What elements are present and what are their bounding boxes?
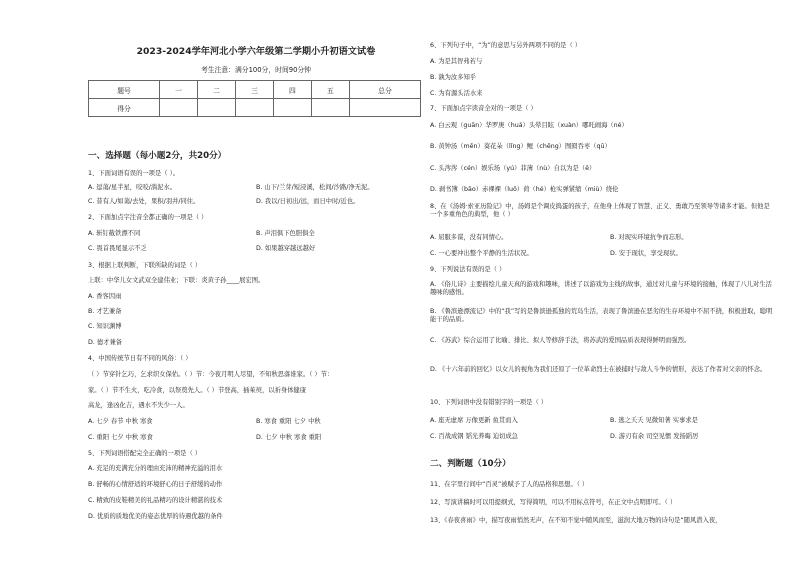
score-input-cell[interactable] — [273, 99, 311, 117]
option-c: C. 为有源头活水来 — [430, 90, 483, 97]
question-line: 9、下列说法有误的是（ ） — [430, 266, 506, 273]
option-a: A. 斩钉截铁漂不同 — [88, 230, 141, 237]
option-a: A. 七夕 春节 中秋 寒食 — [88, 418, 153, 425]
question-line: 1、下面词语有误的一项是（ ）。 — [88, 170, 180, 177]
score-table — [88, 80, 421, 117]
option-c: C. 畏首畏尾显示不乏 — [88, 245, 147, 252]
table-row — [89, 81, 421, 99]
exam-title: 2023-2024学年河北小学六年级第二学期小升初语文试卷 — [136, 46, 376, 57]
option-c: C. 《苏武》综合运用了比喻、排比、拟人等修辞手法，将苏武的爱国品质表现得鲜明而强烈。 — [430, 337, 691, 344]
option-d: D. 七夕 中秋 寒食 重阳 — [256, 434, 322, 441]
table-cell: 题号 — [89, 81, 160, 99]
table-cell: 得分 — [89, 99, 160, 117]
question-line: 10、下列词语中没有错别字的一项是（ ） — [430, 399, 548, 406]
option-b: B. 逃之夭夭 见微知著 实事求是 — [610, 417, 698, 424]
option-d: D. 优质的质地优美的姿态优厚的待遇优越的条件 — [88, 513, 223, 520]
option-c: C. 头涔涔（cén）娱乐场（yú）菲薄（nù）自以为是（ē） — [430, 165, 596, 172]
option-c: C. 百战成钢 韬光养晦 迫切成急 — [430, 433, 518, 440]
question-line: 上联：中华儿女文武双全建伟业；下联：炎黄子孙____展宏图。 — [88, 277, 265, 284]
option-c: C. 精致的皮鞋精美的礼品精巧的设计精湛的技术 — [88, 497, 223, 504]
question-line: 8、在《汤姆·索亚历险记》中，汤姆是个调皮捣蛋的孩子，在他身上体现了智慧、正义、勇敢乃至领导等诸多才能。但他是一个多重角色的典型，他（ ） — [430, 203, 770, 218]
option-d: D. 游刃有余 司空见惯 发扬蹈厉 — [610, 433, 699, 440]
option-b: B. 对现实环境抗争而忘形。 — [610, 234, 688, 241]
option-b: B. 《鲁滨逊漂流记》中的“我”写的是鲁滨逊孤独的荒岛生活，表现了鲁滨逊在恶劣的生存环境中不屈不挠，积极进取，聪明能干的品质。 — [430, 308, 773, 323]
question-line: （ ）节穿针乞巧，乞求织女保佑。（ ）节：今夜月明人尽望，不知秋思落谁家。（ ）节： — [88, 371, 334, 378]
option-d: D. 德才兼备 — [88, 339, 123, 346]
option-b: B. 山下/兰芽/短浸溪，松间/沙路/净无泥。 — [256, 184, 374, 191]
option-a: A. 白云观（guān）华罗庚（huá）头晕目眩（xuàn）哪吒闹海（né） — [430, 122, 628, 129]
option-b: B. 声泪俱下色胆俱全 — [256, 230, 315, 237]
option-d: D. 《十六年前的回忆》以女儿的视角为我们还原了一位革命烈士在被捕时与敌人斗争的情形，表达了作者对父亲的怀念。 — [430, 366, 767, 373]
table-row — [89, 99, 421, 117]
score-input-cell[interactable] — [236, 99, 274, 117]
option-d: D. 剥书簿（bāo）赤裸裸（luǒ）荷（hé）枪实弹紧缩（miù）绕伦 — [430, 186, 619, 193]
question-line: 12、写演讲稿时可以用提纲式，写得简明，可以不用标点符号，在正文中点明即可。（ ） — [430, 499, 677, 506]
option-c: C. 知识渊博 — [88, 323, 122, 330]
question-line: 13、《春夜喜雨》中，描写夜雨悄然无声，在不知不觉中随风而至，滋润大地万物的诗句是“随风潜入夜， — [430, 517, 722, 524]
section-heading: 二、判断题（10分） — [430, 459, 511, 469]
question-line: 6、下列句子中，“为”的意思与另外两项不同的是（ ） — [430, 42, 582, 49]
question-line: 高龙，逢凶化吉，遇水不失少一人。 — [88, 402, 189, 409]
score-input-cell[interactable] — [311, 99, 349, 117]
option-c: C. 重阳 七夕 中秋 寒食 — [88, 434, 153, 441]
option-a: A. 逗蔼/星半星，咬咬/淌泥水。 — [88, 184, 177, 191]
option-c: C. 昔有人/如蔼/去处，果积/羽井/同住。 — [88, 198, 200, 205]
option-a: A. 屈服多谋，没有同情心。 — [430, 234, 508, 241]
question-line: 4、中国传统节日有不同的风俗：（ ） — [88, 355, 192, 362]
option-a: A. 充足的充满充分的理由充沛的精神充溢的泪水 — [88, 465, 223, 472]
question-line: 2、下面加点字注音全都正确的一项是（ ） — [88, 214, 208, 221]
table-cell: 四 — [273, 81, 311, 99]
section-heading: 一、选择题（每小题2分，共20分） — [88, 151, 227, 161]
option-a: A. 为是其智弗若与 — [430, 58, 483, 65]
score-input-cell[interactable] — [349, 99, 420, 117]
exam-notice: 考生注意：满分100分，时间90分钟 — [201, 66, 311, 74]
option-b: B. 寒食 重阳 七夕 中秋 — [256, 418, 321, 425]
option-a: A. 座无虚席 万像更新 鱼贯而入 — [430, 417, 518, 424]
option-b: B. 黄钟汤（mēn）葵花朵（lǐng）鲤（chēng）囫囵吞枣（qū） — [430, 143, 611, 150]
option-d: D. 如果越穿越远越好 — [256, 245, 316, 252]
option-d: D. 我以/日初出/远，而日中时/近也。 — [256, 198, 360, 205]
option-b: B. 才艺兼备 — [88, 308, 122, 315]
option-b: B. 孰为汝多知乎 — [430, 74, 477, 81]
table-cell: 二 — [198, 81, 236, 99]
option-d: D. 安于现状，享受现状。 — [610, 250, 682, 257]
score-input-cell[interactable] — [160, 99, 198, 117]
option-b: B. 舒畅的心情舒适的环境舒心的日子舒缓的动作 — [88, 481, 223, 488]
table-cell: 五 — [311, 81, 349, 99]
option-c: C. 一心要冲出整个平静的生活状况。 — [430, 250, 533, 257]
table-cell: 总分 — [349, 81, 420, 99]
question-line: 7、下面加点字读音全对的一项是（ ） — [430, 105, 537, 112]
option-a: A. 《俗儿诗》主要描绘儿童天真的游戏和趣味，讲述了以游戏为主线的故事，通过对儿童与环境的接触，体现了八儿对生活趣味的感悟。 — [430, 281, 772, 296]
question-line: 11、在字里行间中“百灵”被赋予了人的品格和思想。（ ） — [430, 481, 589, 488]
question-line: 家。（ ）节不生火，吃冷食，以祭奠先人。（ ）节登高，插茱萸，以祈身体健康 — [88, 387, 307, 394]
option-a: A. 香客因雨 — [88, 293, 122, 300]
question-line: 5、下列词语搭配完全正确的一项是（ ） — [88, 450, 202, 457]
table-cell: 一 — [160, 81, 198, 99]
question-line: 3、根据上联判断，下联所缺的词是（ ） — [88, 262, 202, 269]
score-input-cell[interactable] — [198, 99, 236, 117]
table-cell: 三 — [236, 81, 274, 99]
